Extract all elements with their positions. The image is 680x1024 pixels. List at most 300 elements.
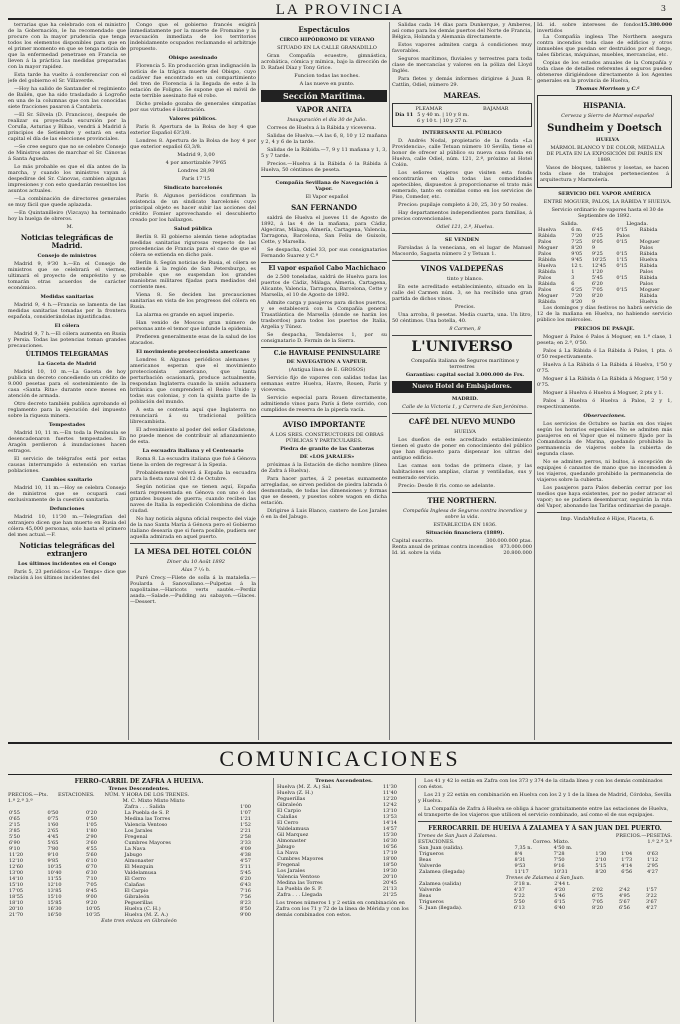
- table-cell: 12 t.: [571, 263, 583, 269]
- table-cell: 6'43: [240, 882, 251, 888]
- table-cell: 9'05: [571, 251, 583, 257]
- table-cell: 2'90: [86, 834, 97, 840]
- ad-title: DE «LOS JARALES»: [299, 454, 355, 460]
- table-cell: 0'55: [9, 810, 20, 816]
- ad-title: Observaciones.: [583, 413, 626, 419]
- table-cell: 10'25: [591, 257, 607, 263]
- table-cell: 11'30: [382, 784, 397, 790]
- table-cell: 8'20: [571, 299, 583, 305]
- finance-value: 20.800.000: [503, 550, 532, 556]
- table-cell: 9'00: [240, 912, 251, 918]
- ad-title: THE NORTHERN.: [427, 496, 497, 505]
- table-cell: 17'19: [382, 850, 397, 856]
- page-number: 3: [660, 4, 666, 13]
- ad-text: Moguer á Palos ó Palos á Moguer, en 1.ª clase, 1 peseta; en 2.ª, 0'50.: [537, 334, 672, 346]
- rail-notes-zalamea: [418, 778, 672, 1022]
- table-cell: 8'31: [514, 857, 526, 863]
- table-cell: 14'14: [382, 820, 397, 826]
- table-cell: 4'27: [645, 905, 657, 911]
- table-cell: Huelva (Z. H.): [277, 790, 313, 796]
- tides-title: MAREAS.: [443, 91, 481, 100]
- ad-text: Dirigirse á Luis Blanco, cantero de Los Jarales ó en la del Jabugo.: [261, 508, 387, 520]
- table-cell: 8'20: [571, 245, 583, 251]
- table-cell: 2'15: [9, 822, 20, 828]
- table-cell: 1'07: [240, 810, 251, 816]
- table-cell: 12'42: [382, 802, 397, 808]
- ad-text: Se despacha, Tendaleros 1, por su consignatario D. Fermín de la Sierra.: [261, 332, 387, 344]
- table-cell: 12'10: [9, 858, 24, 864]
- table-cell: 0'25: [591, 233, 603, 239]
- table-cell: 18'00: [382, 856, 397, 862]
- subheading: La Gaceta de Madrid: [37, 361, 97, 367]
- table-cell: Rábida: [538, 281, 556, 287]
- column-rule: [534, 22, 535, 740]
- ad-text: D. Andrés Nodal, propietario de la fonda «La Providencia», calle Tetuan número 10 Sevilla, tiene el honor de ofrecer al público su nueva casa fonda en Huelva, calle Odiel, núm. 121, 2.º, próximo al Hotel Colón.: [392, 138, 532, 168]
- table-cell: 7'16: [240, 888, 251, 894]
- ad-text: Moguer á La Rábida ó La Rábida á Moguer, 1'50 y 0'75.: [537, 376, 672, 388]
- table-cell: 6'70: [86, 864, 97, 870]
- ad-title: Compañía Sevillana de Navegación á Vapor.: [275, 180, 379, 192]
- table-cell: 5'50: [513, 899, 525, 905]
- ad-subtitle: MADRID.: [451, 396, 479, 402]
- divider: [130, 543, 256, 544]
- classes-label: 1.ª 2.ª 3.ª: [8, 798, 33, 804]
- table-cell: 10'31: [553, 869, 568, 875]
- subheading: El movimiento proteccionista americano: [136, 349, 250, 355]
- table-cell: 15'10: [9, 882, 24, 888]
- article-text: Berlín 8. El gobierno alemán tiene adoptadas medidas sanitarias rigurosas respecto de las procedencias de Francia para el caso de que el cólera se extienda en dicho país.: [130, 234, 256, 258]
- table-cell: Rábida: [538, 299, 556, 305]
- ad-text: Precios.: [454, 304, 476, 310]
- table-cell: Zafra . . . Llegada: [277, 892, 323, 898]
- table-cell: 2'44 t.: [554, 881, 571, 887]
- ad-address: Calle de la Victoria 1, y Carrera de San Jerónimo.: [402, 404, 528, 410]
- ad-subtitle: SITUADO EN LA CALLE GRANADILLO: [277, 45, 377, 51]
- table-cell: 3'67: [645, 899, 657, 905]
- article-text: Madrid 9, 9'30 h.—En el Consejo de ministros que se celebrará el viernes, ultimará el proyecto de empréstito y se tomarán otras acuerdos de carácter económico.: [8, 261, 126, 291]
- subheading: La escuadra italiana y el Centenario: [142, 448, 244, 454]
- table-cell: 8'4: [514, 851, 523, 857]
- article-text: Dicho prelado gozaba de generales simpatías por sus virtudes é ilustración.: [130, 101, 256, 113]
- ad-address: 8 Carmen, 8: [449, 326, 481, 332]
- table-cell: Calañas: [124, 882, 145, 888]
- table-cell: Rábida: [639, 263, 658, 269]
- ad-title: SERVICIO DEL VAPOR AMÉRICA: [558, 191, 651, 197]
- tides-high-label: PLEAMAR: [415, 106, 442, 112]
- table-cell: 9'20: [86, 900, 97, 906]
- table-cell: 13'53: [382, 814, 397, 820]
- section-heading: Noticias telegráficas de Madrid.: [20, 233, 114, 250]
- subheading: Cambios sanitario: [41, 477, 93, 483]
- table-cell: 1'80: [86, 828, 97, 834]
- table-cell: Beas: [419, 857, 432, 863]
- table-cell: La Puebla de S. P.: [124, 810, 170, 816]
- table-cell: El Mezquin: [124, 864, 154, 870]
- article-text: Viena 8. Se deciden las precauciones sanitarias en vista de los progresos del cólera en Rusia.: [130, 292, 256, 310]
- timetable-note: Los 41 y 42 lo están en Zafra con los 373 y 374 de la citada línea y con los demás combinados con éstos.: [418, 778, 663, 790]
- table-cell: Peguerillas: [277, 796, 306, 802]
- table-cell: Calañas: [277, 814, 298, 820]
- article-text: Madrid 10, 11 m.—Hoy se celebra Consejo de ministros que se ocupará casi exclusivamente de la cuestión sanitaria.: [8, 485, 126, 503]
- rail-zafra-ascending: [276, 778, 412, 1022]
- ad-text: Precios.—Huelva á la Rábida ó la Rábida á Huelva, 50 céntimos de peseta.: [261, 161, 387, 173]
- table-cell: 1'05: [86, 822, 97, 828]
- ad-title: CIRCO HIPÓDROMO DE VERANO: [279, 37, 375, 43]
- table-cell: 9'53: [514, 863, 526, 869]
- ad-subtitle: Á LOS SRES. CONSTRUCTORES DE OBRAS PÚBLICAS Y PARTICULARES.: [270, 432, 384, 444]
- table-cell: 9'00: [86, 894, 97, 900]
- subheading: Medidas sanitarias: [40, 294, 94, 300]
- finance-label: Id. id. sobre la vida: [392, 550, 441, 556]
- divider: [392, 233, 532, 234]
- table-cell: Huelva: [639, 299, 658, 305]
- table-cell: 11'17: [514, 869, 529, 875]
- table-cell: 7'10: [86, 876, 97, 882]
- ad-subtitle: ESTABLECIDA EN 1836.: [433, 522, 497, 528]
- table-cell: 8'45: [86, 888, 97, 894]
- tides-low-label: BAJAMAR: [483, 106, 509, 112]
- ad-subtitle: ENTRE MOGUER, PALOS, LA RÁBIDA Y HUELVA.: [543, 199, 672, 205]
- table-cell: El Cerro: [277, 820, 299, 826]
- table-cell: 21'70: [9, 912, 24, 918]
- table-cell: Palos: [538, 251, 552, 257]
- table-cell: El Carpio: [277, 808, 301, 814]
- ad-text: Palos á La Rábida ó La Rábida á Palos, 1 pta. ó 0'50 respectivamente.: [537, 348, 672, 360]
- table-cell: 2'42: [619, 887, 630, 893]
- ad-text: A las nueve en punto.: [299, 81, 355, 87]
- table-cell: 6'25: [571, 287, 583, 293]
- timetable-subtitle: Trenes Ascendentes.: [315, 778, 373, 784]
- table-cell: Cumbres Mayores: [124, 840, 171, 846]
- signature: M.: [66, 224, 74, 230]
- ad-title: C.ie HAVRAISE PENINSULAIRE: [273, 350, 381, 357]
- table-cell: Los Jarales: [277, 868, 305, 874]
- ad-text: Huelva á La Rábida ó La Rábida á Huelva, 1'50 y 0'75.: [537, 362, 672, 374]
- table-cell: La Nava: [277, 850, 299, 856]
- ad-text: Las camas son todas de primera clase, y las habitaciones son amplias, claras y ventiladas, sus y esmerado servicio.: [392, 463, 532, 481]
- divider: [392, 492, 532, 493]
- column-rule: [128, 22, 129, 740]
- table-cell: 0'20: [86, 810, 97, 816]
- table-cell: 4'55: [86, 846, 97, 852]
- menu-text: Puré Crecy.—Filete de solla á la mataleña.—Poularda á Sanovallano.—Pulpetas á la napolitaine.—Haricots verts sautés.—Perdiz asada.—Salade.—Pudding au sabayon.—Glaces.—Dessert.: [130, 575, 256, 605]
- table-cell: 7'28: [553, 851, 565, 857]
- ad-text: Hay departamentos independientes para familias, á precios convencionales.: [392, 210, 532, 222]
- table-cell: Gibraleón: [124, 894, 150, 900]
- article-text: Otro decreto también publica aprobando el reglamento para la ejecución del impuesto sobre la riqueza minera.: [8, 401, 126, 419]
- divider: [261, 176, 387, 177]
- ad-text: MÁRMOL BLANCO Y DE COLOR, MEDALLA DE PLATA EN LA EXPOSICIÓN DE PARÍS EN 1889.: [546, 145, 665, 163]
- article-text: —La combinación de directores generales se muy fácil que quede aplazada.: [8, 196, 126, 208]
- table-cell: Rábida: [538, 257, 556, 263]
- subheading: Consejo de ministros: [37, 253, 97, 259]
- section-heading: Espectáculos: [298, 25, 350, 34]
- article-text: Madrid 10, 11 m.—En toda la Península se desencadenaron fuertes tempestades. En Aragón perdieron á inundaciones hacen estragos.: [8, 430, 126, 454]
- table-cell: 1'52: [240, 822, 251, 828]
- table-cell: Jabugo: [277, 844, 295, 850]
- subheading: El cólera: [54, 323, 80, 329]
- divider: [392, 413, 532, 414]
- ad-text: Correos de Huelva á la Rábida y viceversa.: [267, 125, 377, 131]
- article-text: Madrid 10, 11'30 m.—Telegrafían del extranjero dicen que han muerto en Rusia del cólera 45,000 personas, solo hasta el primero del mes actual.—F.: [8, 514, 126, 538]
- table-cell: 4'27: [647, 869, 659, 875]
- table-cell: 15'85: [47, 900, 62, 906]
- schedule-col-label: Llegada.: [626, 221, 649, 227]
- ad-text: Vasos de bloques, tableros y losetas, se hacen toda clase de trabajos pertenecientes á arquitectura y Marmolería.: [540, 165, 669, 183]
- article-text: Berlín 8. Según noticias de Rusia, el cólera se extiende á la región de San Petersburgo, es probable que se suspendan los grandes maniobras militares fijadas para mediados del corriente mes.: [130, 260, 256, 290]
- table-cell: 1: [571, 269, 575, 275]
- table-cell: Valverde: [419, 863, 442, 869]
- finance-value: 873.000.000: [500, 544, 532, 550]
- table-cell: Palos: [538, 239, 552, 245]
- ad-subtitle: (Antigua línea de E. GROSOS): [288, 367, 366, 373]
- table-cell: 4'37: [513, 887, 525, 893]
- ad-text: próximas á la Estación de dicho nombre (línea de Zafra á Huelva).: [261, 462, 387, 474]
- ad-title: AVISO IMPORTANTE: [282, 420, 366, 429]
- menu-time: Alas 7 ¹/₂ h.: [181, 567, 211, 573]
- masthead-title: LA PROVINCIA: [275, 2, 405, 18]
- table-cell: 0'15: [616, 287, 628, 293]
- quote-line: Madrid 9, 3,00: [177, 152, 215, 158]
- table-cell: 7'50: [553, 857, 565, 863]
- table-cell: 2'58: [240, 834, 251, 840]
- table-cell: 6'20: [240, 876, 251, 882]
- table-cell: 1'30: [595, 851, 607, 857]
- table-cell: 7'20: [571, 233, 583, 239]
- table-cell: 5'11: [240, 864, 251, 870]
- article-text: París 5, 23 periódicos «Le Temps» dice que relación á los últimos incidentes del: [8, 569, 126, 581]
- table-cell: 0'15: [616, 251, 628, 257]
- table-cell: 6'13: [513, 905, 525, 911]
- table-cell: 2'21: [240, 828, 251, 834]
- stations-label: ESTACIONES.: [58, 792, 95, 798]
- table-cell: 9: [591, 245, 596, 251]
- table-cell: 17'05: [9, 888, 24, 894]
- table-cell: 0'15: [616, 227, 628, 233]
- section-banner: Sección Marítima.: [261, 90, 387, 102]
- section-rule: [8, 742, 672, 744]
- table-cell: 18'55: [9, 894, 24, 900]
- masthead-rule: [8, 18, 672, 20]
- finance-label: Id. id. sobre intereses de fondos invertidos: [537, 22, 641, 34]
- article-text: —Se cree seguro que no se celebre Consejo de Ministros antes de marchar el Sr. Cánovas á Santa Águeda.: [8, 144, 126, 162]
- ad-subtitle: Garantías: capital social 3.000.000 de Frs.: [405, 372, 525, 378]
- table-cell: La Nava: [124, 846, 146, 852]
- zafra-descending-table: [8, 804, 270, 918]
- table-cell: Jabugo: [124, 852, 143, 858]
- article-text: Prefieren generalmente esas de la salud de los atacados.: [130, 334, 256, 346]
- ad-text: Para hacer partes, á 2 pesetas sumamente arregladas, se sirven pedidos de piedra labrada ó desmontada, de todas las dimensiones y formas que se deseen, y puestos sobre wagon en dicha estación.: [261, 476, 387, 506]
- quote-line: 4 por amortizable 79'65: [165, 160, 227, 166]
- divider: [392, 260, 532, 261]
- ad-text: Los servicios de Octubre se harán en dos viajes según los horarios especiales. No se admiten más pasajeros en el Vapor que el número fijado por la Comandancia de Marina, quedando prohibido la permanencia de viajeros sobre la cubierta de segunda clase.: [537, 421, 672, 457]
- finance-value: 300.000.000 ptas.: [486, 538, 532, 544]
- table-cell: Rábida: [639, 275, 658, 281]
- table-cell: 3'33: [240, 840, 251, 846]
- table-cell: 1'60: [47, 822, 59, 828]
- table-cell: 6'56: [621, 869, 633, 875]
- table-cell: 4'38: [240, 852, 251, 858]
- table-cell: Peguerillas: [124, 900, 153, 906]
- table-cell: 16'50: [47, 912, 62, 918]
- table-cell: 5'45: [240, 870, 251, 876]
- table-cell: 4'14: [621, 863, 633, 869]
- article-text: Florencia 5. En producción gran indignación la noticia de la trágica muerte del Obispo, cuyo cadáver fue encontrado en un compartimiento del tren de Florencia á la llegada de este á la estación de Foligno. Se supone que el móvil de este terrible asesinato fué el robo.: [130, 63, 256, 99]
- table-cell: 6'20: [591, 281, 603, 287]
- printer-imprint: Imp. VindaMuñoz é Hijos, Placeta, 6.: [560, 516, 655, 522]
- ad-text: Precios: pupilaje completo á 20, 25, 30 y 50 reales.: [398, 202, 528, 208]
- ad-subtitle: tinto y blanco.: [446, 276, 484, 282]
- table-cell: 7,35 n.: [514, 845, 533, 851]
- schedule-col-label: Salida.: [560, 221, 579, 227]
- article-text: París 8. Algunos periódicos confirman la existencia de un sindicato barcelonés cuyo principal objeto es hacer subir las acciones del crédito Fomier aprovechando el descubierto creado por los hallazgos.: [130, 193, 256, 223]
- table-cell: Valencia Ventoso: [124, 822, 168, 828]
- table-cell: 0'15: [616, 263, 628, 269]
- ad-text: Gran Compañía ecuestre, gimnástica, acrobática, cómica y mímica, bajo la dirección de D. Rafael Díaz y Tony Grice.: [261, 53, 387, 71]
- ad-title: Sundheim y Doetsch: [547, 123, 662, 134]
- ad-text: Servicio especial para Rouen directamente, admitiendo vinos para París á flete corrido, con cumplidos de reserva de la pipería vacía.: [261, 395, 387, 413]
- train-types-label: M. C. Mixto Mixto Mixto: [122, 798, 185, 804]
- ad-subtitle: HUELVA: [595, 137, 620, 143]
- ad-text: Copias de los estados anuales de la Compañía y toda clase de detalles referentes á seguros pueden obtenerse dirigiéndose directamente á los Agentes generales en la provincia de Huelva,: [537, 60, 672, 84]
- divider: [261, 347, 387, 348]
- tides-day: Día 11: [395, 112, 414, 118]
- subheading: Defunciones: [49, 506, 85, 512]
- ad-text: Los señores viajeros que visiten esta fonda encontrarán en ella todas las comodidades apetecibles, dispuestos á proporcionarse el trato más esmerado, tanto en comidas como en los servicios de Piso, Comedor, etc.: [392, 170, 532, 200]
- article-text: Madrid 10, 10 m.—La Gaceta de hoy publica un decreto concediendo un crédito de 9.000 pesetas para el sostenimiento de la casa «Santa Rita» durante once meses en atención de armada.: [8, 369, 126, 399]
- ad-signature: Thomas Morrison y C.ª: [575, 86, 640, 92]
- table-cell: 2'02: [592, 887, 603, 893]
- table-cell: 6'10: [86, 858, 97, 864]
- article-text: El servicio de telégrafos está por estas causas interrumpido á extensión en varias poblaciones.: [8, 456, 126, 474]
- ad-title: INTERESANTE AL PÚBLICO: [422, 130, 502, 136]
- table-cell: 5'50: [9, 834, 20, 840]
- zalamea-return-table: [418, 881, 672, 911]
- table-cell: 21'25: [382, 892, 397, 898]
- tides-table: [392, 103, 532, 127]
- table-cell: 7'05: [591, 287, 603, 293]
- table-cell: 9: [591, 299, 596, 305]
- table-cell: Moguer: [538, 293, 558, 299]
- ad-text: Los dueños de este acreditado establecimiento tienen el gusto de poner en conocimiento del público que han dispuesto para dispensar los ultras del antiguo edificio.: [392, 437, 532, 461]
- subheading: ÚLTIMOS TELEGRAMAS: [25, 351, 109, 358]
- table-cell: 11'20: [9, 852, 24, 858]
- table-cell: Palos: [639, 281, 653, 287]
- ad-text: Los domingos y días festivos no habrá servicio de 12 de la mañana en Huelva, no habiendo servicio público los miércoles.: [537, 305, 672, 323]
- table-cell: 6'90: [9, 840, 20, 846]
- table-cell: Huelva (M. Z. A.) Sal.: [277, 784, 332, 790]
- hispania-ad: [537, 95, 672, 188]
- article-text: Roma 8. La escuadra italiana que fué á Génova tiene la orden de regresar á la Spezia.: [130, 456, 256, 468]
- ad-text: Los pasajeros para Palos deberán cerrar por los medios que haya existentes, por no poder atracar el vapor; no se pudiera desembarcar, seguirán la ruta del Vapor, abonando las Tarifas ordinarias de pasaje.: [537, 485, 672, 509]
- train-types-label: Correo. Mixto.: [532, 839, 570, 845]
- divider: [261, 416, 387, 417]
- article-text: El advenimiento al poder del señor Gladstone, no puede menos de contribuir al afianzamiento de esta.: [130, 427, 256, 445]
- ad-text: Faroladas á la veneciana, en el lugar de Manuel Macsordo, Sagasta número 2 y Tetuan 1.: [392, 245, 532, 257]
- zafra-ascending-table: [276, 784, 412, 898]
- ad-text: Salidas cada 14 días para Dunkerque, y Amberes, así como para los demás puertos del Norte de Francia, Bélgica, Holanda y Alemania directamente.: [392, 22, 532, 40]
- prices-label: PRECIOS.—PESETAS.: [615, 833, 672, 839]
- table-cell: 20'10: [382, 874, 397, 880]
- ad-text: No se admiten perros, ni bultos, á excepción de equipajes ó canastos de mano que no incomoden á los viajeros, quedando prohibido la permanencia de viajeros sobre la cubierta.: [537, 459, 672, 483]
- table-cell: S. Juan (llegada).: [419, 905, 463, 911]
- table-cell: 9'10: [9, 846, 20, 852]
- article-text: Londres 8. Algunos periódicos alemanes y americanos esperan que el movimiento proteccionista americano, que tanta perturbación ocasionará, produce actualmente, respondan Inglaterra cuando la unión aduanera británica que comprenderá el Reino Unido y todas sus colonias, y con la quinta parte de la población del mundo.: [130, 357, 256, 405]
- section-heading: LA MESA DEL HOTEL COLÓN: [134, 547, 252, 556]
- communications-title: COMUNICACIONES: [219, 746, 461, 771]
- table-cell: 13'10: [382, 808, 397, 814]
- table-cell: 7'80: [47, 846, 59, 852]
- table-cell: 14'57: [382, 826, 397, 832]
- table-cell: 20'45: [382, 880, 397, 886]
- divider: [418, 821, 672, 822]
- ad-text: Para fletes y demás informes dirigirse á Juan R. Cattlin, Odiel, número 29.: [392, 76, 532, 88]
- subheading: Valores públicos.: [169, 116, 217, 122]
- table-cell: 9'45: [571, 257, 583, 263]
- finance-value: 15.380.000: [640, 22, 672, 28]
- ad-subtitle: Inauguración el día 30 de Julio.: [287, 117, 367, 123]
- table-cell: 6'45: [591, 227, 603, 233]
- article-text: Lo más probable es que el día antes de la marcha, y cuando los ministros vayan á despedirse del Sr. Cánovas, cambien algunas impresiones y con esto quedarán resueltos los asuntos actuales.: [8, 164, 126, 194]
- tides-values: 6 y 10 t. | 10 y 27 n.: [417, 118, 468, 124]
- table-cell: Rábida: [639, 293, 658, 299]
- table-cell: Moguer: [538, 245, 558, 251]
- table-cell: Huelva: [538, 227, 556, 233]
- table-cell: 10'05: [86, 906, 101, 912]
- table-cell: 3'18 n.: [513, 881, 532, 887]
- table-cell: 7'56: [240, 894, 251, 900]
- table-cell: 15'30: [382, 832, 397, 838]
- ad-title: Piedra de granito de las Canteras: [280, 446, 374, 452]
- rail-zafra-descending: [8, 778, 270, 1022]
- ad-title: SE VENDEN: [444, 237, 480, 243]
- table-cell: Zalamea (llegada): [419, 869, 465, 875]
- table-cell: Valdelamusa: [124, 870, 157, 876]
- table-cell: 1'21: [240, 816, 251, 822]
- table-cell: 6'56: [619, 905, 630, 911]
- table-cell: 13'85: [47, 888, 62, 894]
- subheading: Tempestades: [48, 422, 86, 428]
- table-cell: 1'00: [240, 804, 251, 810]
- ad-subtitle: El Vapor español: [305, 194, 349, 200]
- table-cell: 3'22: [645, 893, 657, 899]
- article-text: La alarma es grande en aquel imperio.: [136, 312, 235, 318]
- ad-banner: Nuevo Hotel de Embajadores.: [392, 381, 532, 393]
- table-cell: 0'63: [647, 851, 659, 857]
- ad-subtitle: HUELVA: [454, 429, 476, 435]
- table-cell: 8'05: [591, 239, 603, 245]
- table-cell: 16'56: [382, 844, 397, 850]
- table-row: [418, 905, 672, 911]
- tides-row: [395, 118, 529, 124]
- table-cell: Gibraleón: [277, 802, 302, 808]
- table-cell: 9'16: [553, 863, 565, 869]
- finance-row: [392, 550, 532, 556]
- table-cell: 5'45: [591, 275, 603, 281]
- table-cell: 9'25: [591, 251, 603, 257]
- table-cell: 7'20: [571, 293, 583, 299]
- finance-row: [537, 22, 672, 34]
- zalamea-table: [418, 845, 672, 875]
- table-cell: 4'09: [240, 846, 251, 852]
- table-cell: 8'20: [591, 293, 603, 299]
- table-cell: Medina las Torres: [277, 880, 323, 886]
- article-text: —Hoy ha salido de Santander el regimiento de Bailén, que ha sido trasladado á Logroño en una de la columnas que con las conocidas siete fracciones pasaron á Cantabria.: [8, 86, 126, 110]
- table-cell: 1'12: [647, 857, 659, 863]
- column-rule: [273, 778, 274, 1022]
- table-cell: 1'20: [591, 269, 603, 275]
- table-cell: 1'73: [621, 857, 633, 863]
